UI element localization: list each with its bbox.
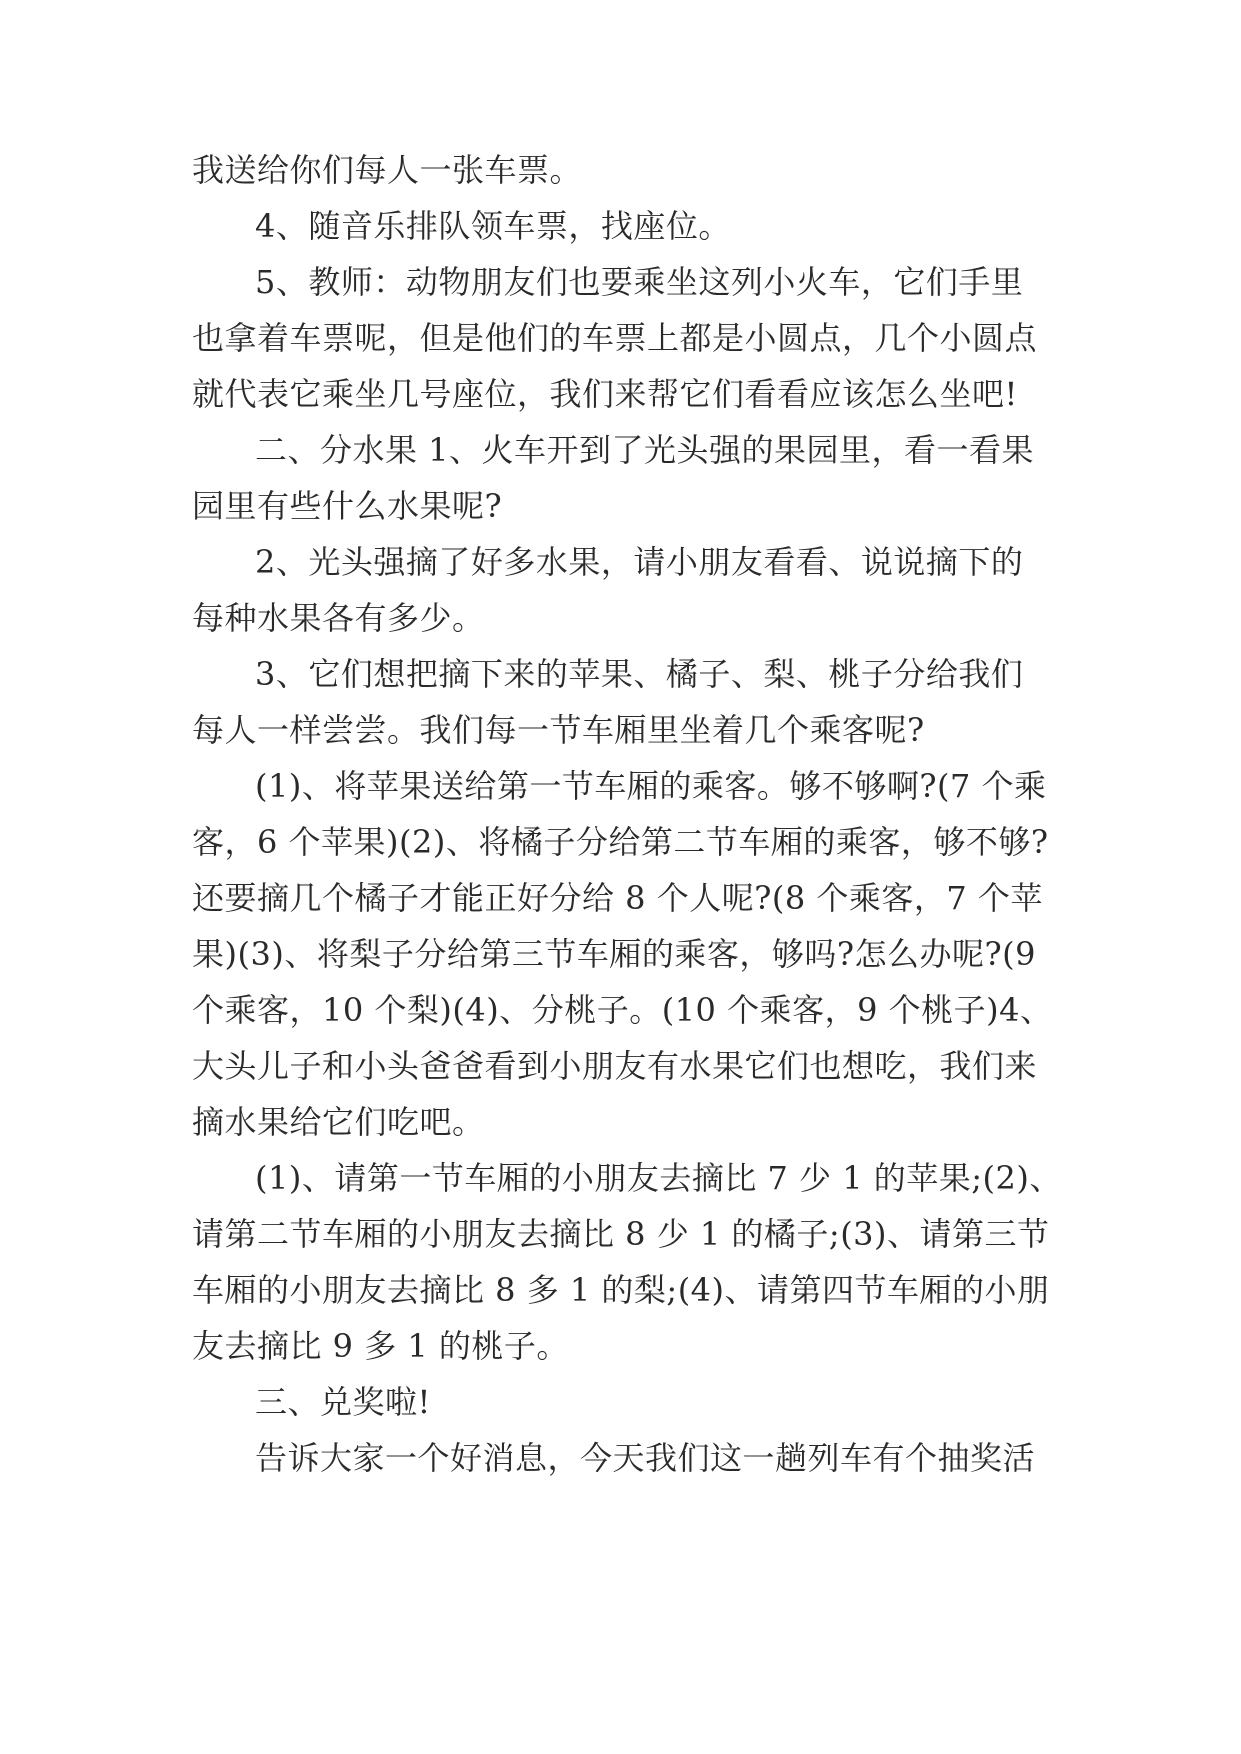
text-line: 2、光头强摘了好多水果，请小朋友看看、说说摘下的 (255, 543, 1024, 581)
text-line: 客，6 个苹果)(2)、将橘子分给第二节车厢的乘客，够不够? (192, 823, 1049, 861)
text-line: (1)、将苹果送给第一节车厢的乘客。够不够啊?(7 个乘 (255, 767, 1047, 805)
text-line: 请第二节车厢的小朋友去摘比 8 少 1 的橘子;(3)、请第三节 (192, 1215, 1050, 1253)
text-line: 三、兑奖啦! (255, 1383, 431, 1421)
text-line: 摘水果给它们吃吧。 (192, 1103, 485, 1141)
text-line: 个乘客，10 个梨)(4)、分桃子。(10 个乘客，9 个桃子)4、 (192, 991, 1053, 1029)
text-line: 车厢的小朋友去摘比 8 多 1 的梨;(4)、请第四节车厢的小朋 (192, 1271, 1050, 1309)
text-line: 就代表它乘坐几号座位，我们来帮它们看看应该怎么坐吧! (192, 375, 1018, 413)
text-line: 还要摘几个橘子才能正好分给 8 个人呢?(8 个乘客，7 个苹 (192, 879, 1043, 917)
text-line: 园里有些什么水果呢? (192, 487, 503, 525)
text-line: 3、它们想把摘下来的苹果、橘子、梨、桃子分给我们 (255, 655, 1024, 693)
text-line: 友去摘比 9 多 1 的桃子。 (192, 1327, 569, 1365)
text-line: 每人一样尝尝。我们每一节车厢里坐着几个乘客呢? (192, 711, 925, 749)
text-line: (1)、请第一节车厢的小朋友去摘比 7 少 1 的苹果;(2)、 (255, 1159, 1062, 1197)
text-line: 果)(3)、将梨子分给第三节车厢的乘客，够吗?怎么办呢?(9 (192, 935, 1036, 973)
text-line: 每种水果各有多少。 (192, 599, 485, 637)
text-line: 5、教师：动物朋友们也要乘坐这列小火车，它们手里 (255, 263, 1024, 301)
text-line: 我送给你们每人一张车票。 (192, 151, 583, 189)
text-line: 4、随音乐排队领车票，找座位。 (255, 207, 731, 245)
text-line: 大头儿子和小头爸爸看到小朋友有水果它们也想吃，我们来 (192, 1047, 1038, 1085)
text-line: 告诉大家一个好消息，今天我们这一趟列车有个抽奖活 (255, 1439, 1036, 1477)
text-line: 也拿着车票呢，但是他们的车票上都是小圆点，几个小圆点 (192, 319, 1038, 357)
text-line: 二、分水果 1、火车开到了光头强的果园里，看一看果 (255, 431, 1035, 469)
